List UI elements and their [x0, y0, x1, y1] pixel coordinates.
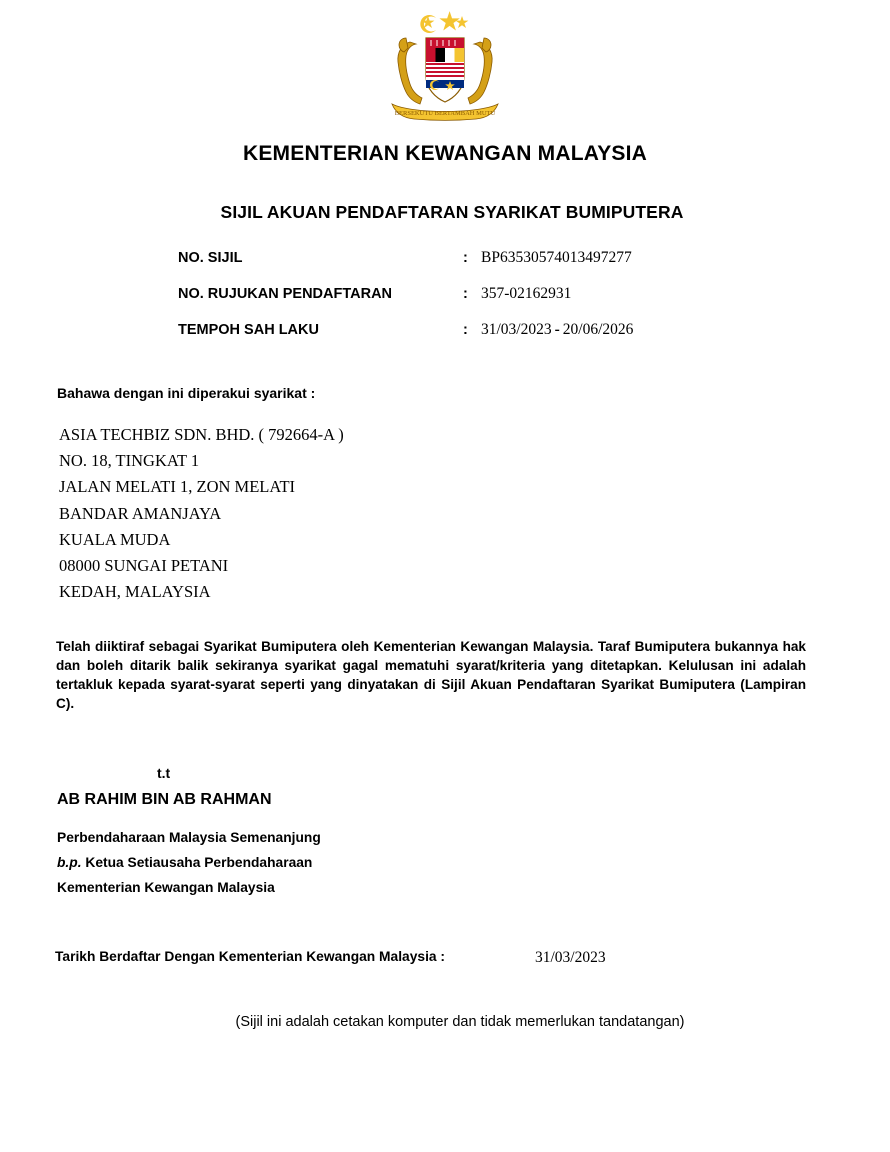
company-address — [59, 422, 344, 605]
signatory-office: Perbendaharaan Malaysia Semenanjung — [57, 830, 321, 845]
address-line: BANDAR AMANJAYA — [59, 503, 222, 523]
crest-container — [0, 8, 890, 126]
validity-start: 31/03/2023 — [481, 321, 552, 338]
computer-generated-note: (Sijil ini adalah cetakan komputer dan tidak memerlukan tandatangan) — [235, 1014, 685, 1030]
meta-row — [178, 321, 818, 339]
malaysia-coat-of-arms-icon — [370, 8, 520, 126]
signatory-details — [57, 825, 321, 900]
meta-value-no-sijil: BP63530574013497277 — [481, 249, 632, 266]
address-line: JALAN MELATI 1, ZON MELATI — [59, 477, 296, 497]
address-line: KEDAH, MALAYSIA — [59, 582, 211, 602]
meta-label-no-sijil: NO. SIJIL — [178, 250, 243, 266]
meta-colon: : — [463, 250, 468, 266]
signatory-title: Ketua Setiausaha Perbendaharaan — [85, 855, 313, 870]
meta-row — [178, 249, 818, 267]
meta-colon: : — [463, 322, 468, 338]
certificate-meta — [178, 249, 818, 357]
meta-colon: : — [463, 286, 468, 302]
meta-label-tempoh-sah-laku: TEMPOH SAH LAKU — [178, 322, 319, 338]
address-line: ASIA TECHBIZ SDN. BHD. ( 792664-A ) — [59, 425, 344, 444]
svg-text:BERSEKUTU BERTAMBAH MUTU: BERSEKUTU BERTAMBAH MUTU — [394, 110, 496, 117]
ministry-title: KEMENTERIAN KEWANGAN MALAYSIA — [242, 142, 648, 165]
registration-date-label: Tarikh Berdaftar Dengan Kementerian Kewangan Malaysia : — [55, 949, 446, 964]
address-line: 08000 SUNGAI PETANI — [59, 556, 229, 576]
signatory-behalf-line — [57, 850, 321, 875]
meta-row — [178, 285, 818, 303]
meta-value-tempoh-sah-laku — [481, 321, 633, 339]
validity-dash: - — [554, 321, 560, 338]
signatory-ministry: Kementerian Kewangan Malaysia — [57, 880, 275, 895]
bp-prefix: b.p. — [57, 855, 82, 870]
intro-text: Bahawa dengan ini diperakui syarikat : — [57, 385, 316, 401]
meta-label-no-rujukan: NO. RUJUKAN PENDAFTARAN — [178, 286, 393, 302]
document-title: SIJIL AKUAN PENDAFTARAN SYARIKAT BUMIPUTERA — [220, 202, 684, 222]
meta-value-no-rujukan: 357-02162931 — [481, 285, 572, 302]
validity-end: 20/06/2026 — [562, 321, 634, 338]
recognition-statement: Telah diiktiraf sebagai Syarikat Bumiputera oleh Kementerian Kewangan Malaysia. Taraf Bumiputera bukannya hak dan boleh ditarik balik sekiranya syarikat gagal mematuhi syarat/kriteria yang ditetapkan. Kelulusan ini adalah tertakluk kepada syarat-syarat seperti yang dinyatakan di Sijil Akuan Pendaftaran Syarikat Bumiputera (Lampiran C). — [56, 639, 806, 711]
signature-mark: t.t — [157, 765, 171, 781]
signatory-name: AB RAHIM BIN AB RAHMAN — [57, 791, 272, 808]
registration-date-value: 31/03/2023 — [535, 949, 606, 966]
address-line: NO. 18, TINGKAT 1 — [59, 451, 200, 471]
address-line: KUALA MUDA — [59, 529, 171, 549]
